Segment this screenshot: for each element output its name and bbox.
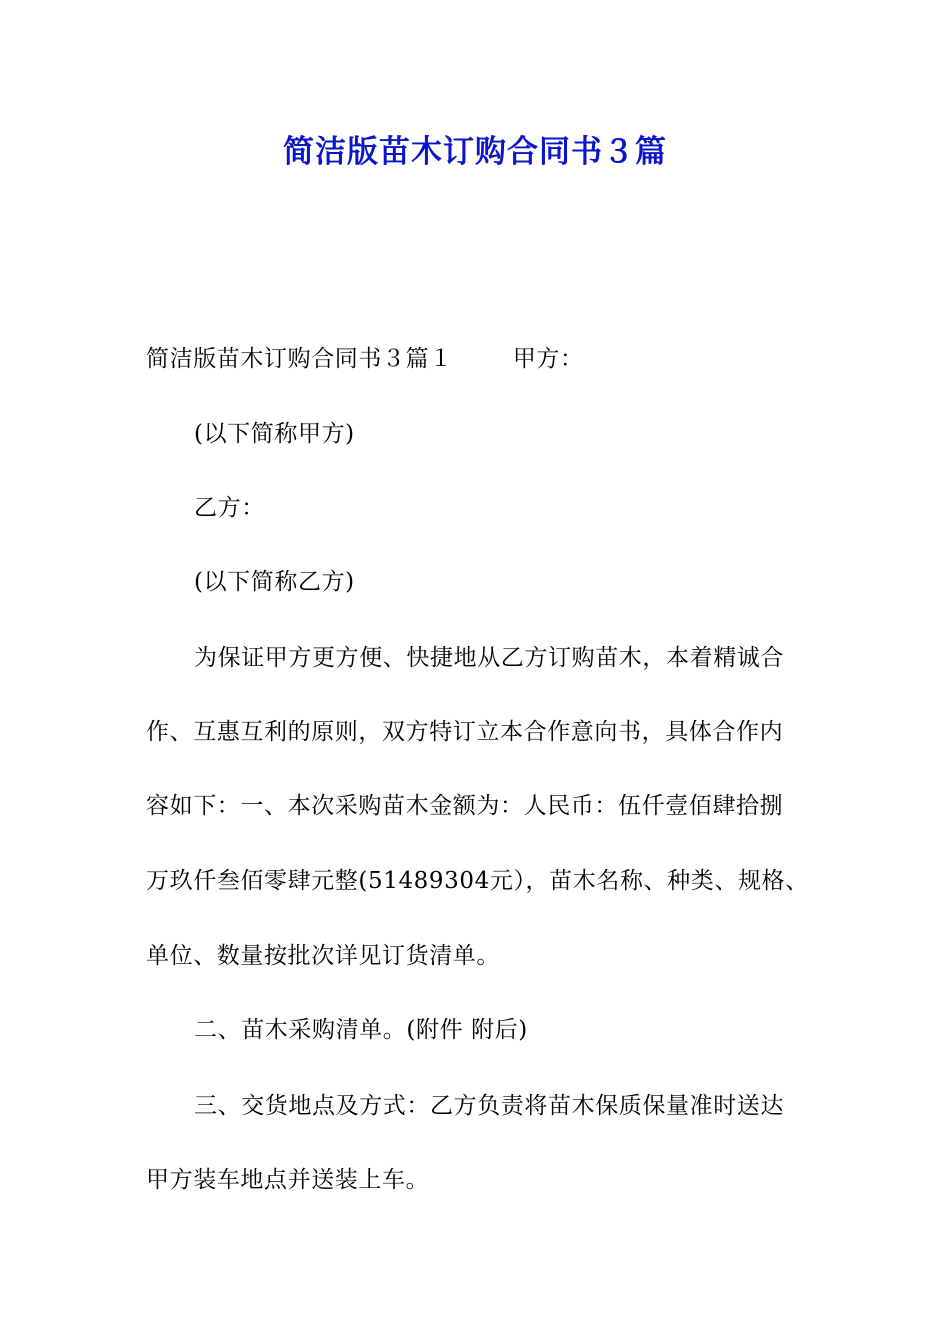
paragraph-line: 容如下：一、本次采购苗木金额为：人民币：伍仟壹佰肆拾捌 (146, 793, 784, 819)
paragraph-line: 三、交货地点及方式：乙方负责将苗木保质保量准时送达 (194, 1093, 784, 1119)
party-b-label: 乙方： (194, 495, 265, 521)
party-a-label: 甲方： (512, 346, 584, 372)
paragraph-line: 万玖仟叁佰零肆元整(51489304元），苗木名称、种类、规格、 (146, 868, 809, 894)
party-b-note: (以下简称乙方) (194, 569, 355, 595)
paragraph-line: 甲方装车地点并送装上车。 (146, 1167, 430, 1193)
paragraph-heading-line (146, 342, 584, 376)
paragraph-line: 为保证甲方更方便、快捷地从乙方订购苗木，本着精诚合 (194, 645, 784, 671)
paragraph-line: 单位、数量按批次详见订货清单。 (146, 943, 500, 969)
party-a-note: (以下简称甲方) (194, 421, 355, 447)
section-heading: 简洁版苗木订购合同书３篇１ (146, 346, 453, 372)
document-title: 简洁版苗木订购合同书３篇 (283, 134, 667, 170)
paragraph-line: 二、苗木采购清单。(附件 附后) (194, 1017, 528, 1043)
paragraph-line: 作、互惠互利的原则，双方特订立本合作意向书，具体合作内 (146, 719, 784, 745)
